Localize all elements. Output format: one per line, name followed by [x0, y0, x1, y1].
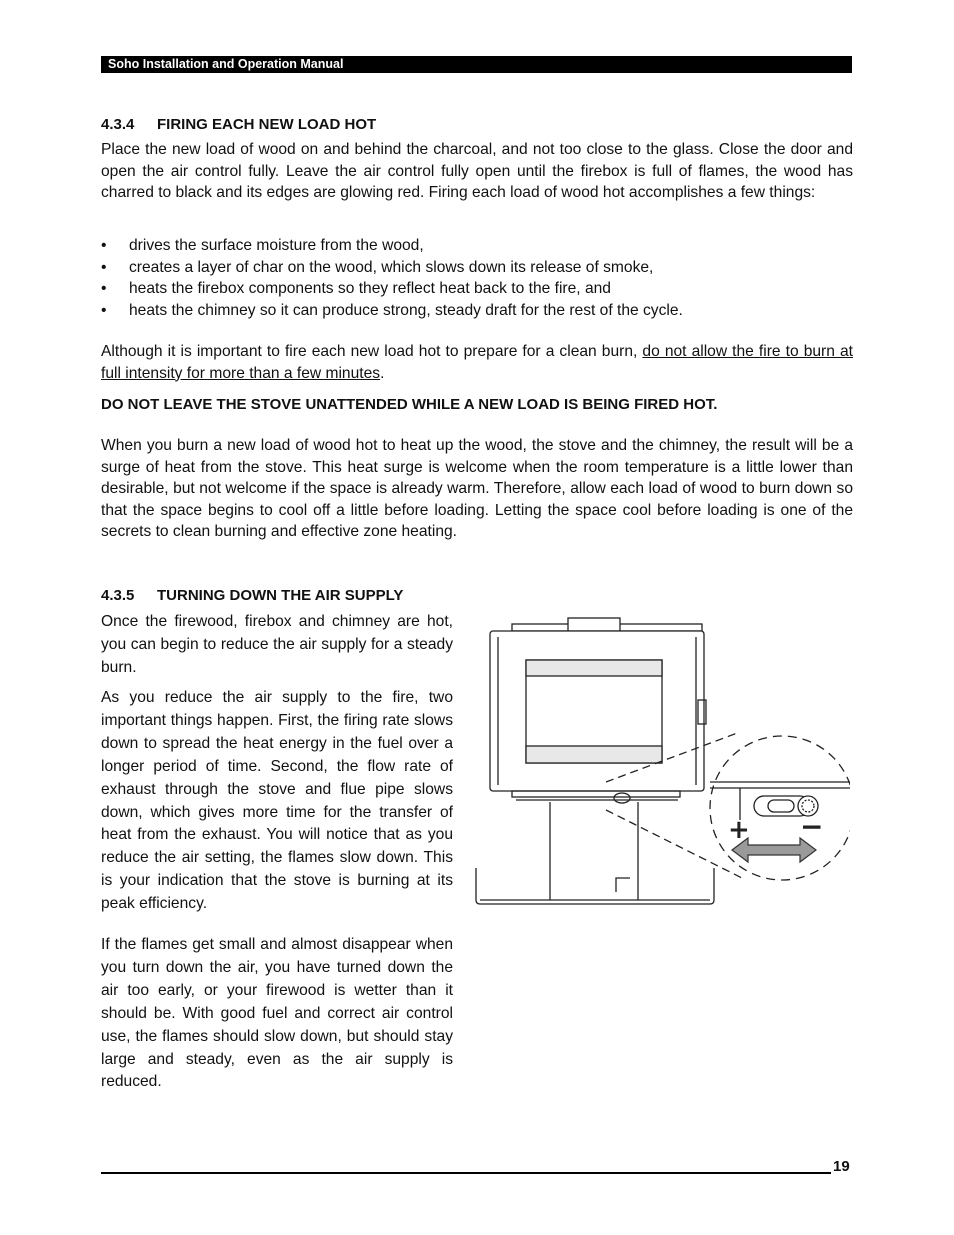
caution-paragraph: Although it is important to fire each new load hot to prepare for a clean burn, do not allow the fire to burn at full intensity for more than a few minutes.	[101, 343, 853, 382]
section-number: 4.3.4	[101, 116, 135, 133]
section-title: TURNING DOWN THE AIR SUPPLY	[157, 587, 404, 604]
bullet-icon: •	[101, 280, 107, 298]
heat-surge-paragraph: When you burn a new load of wood hot to heat up the wood, the stove and the chimney, the result will be a surge of heat from the stove. This heat surge is welcome when the room temperature is a little lower than desirable, but not welcome if the space is already warm. Therefore, allow each load of wood to burn down so that the space begins to cool off a little before loading. Letting the space cool before loading is one of the secrets to clean burning and effective zone heating.	[101, 437, 853, 541]
list-item: • drives the surface moisture from the wood,	[101, 235, 853, 257]
bullet-icon: •	[101, 237, 107, 254]
benefits-list	[101, 235, 853, 321]
manual-title: Soho Installation and Operation Manual	[108, 57, 344, 71]
bullet-icon: •	[101, 258, 107, 276]
section-4-3-4-heading	[101, 116, 376, 134]
page-number: 19	[833, 1158, 850, 1175]
section-number: 4.3.5	[101, 587, 135, 604]
firing-intro-paragraph: Place the new load of wood on and behind the charcoal, and not too close to the glass. Close the door and open the air control fully. Leave the air control fully open until the firebox is full of flames, the wood has charred to black and its edges are glowing red. Firing each load of wood hot accomplishes a few things:	[101, 141, 853, 202]
air-reduction-effects-paragraph: As you reduce the air supply to the fire, two important things happen. First, the firing rate slows down to spread the heat energy in the fuel over a longer period of time. Second, the flow rate of exhaust through the stove and flue pipe slows down, which gives more time for the transfer of heat from the exhaust. You will notice that as you reduce the air setting, the flames slow down. This is your indication that the stove is burning at its peak efficiency.	[101, 689, 453, 913]
list-item: • creates a layer of char on the wood, which slows down its release of smoke,	[101, 257, 853, 279]
unattended-warning: DO NOT LEAVE THE STOVE UNATTENDED WHILE A NEW LOAD IS BEING FIRED HOT.	[101, 396, 718, 413]
header-bar	[101, 56, 852, 73]
minus-symbol: −	[800, 810, 824, 843]
underlined-caution: do not allow the fire to burn at full intensity for more than a few minutes	[101, 343, 853, 382]
plus-symbol: +	[728, 815, 750, 845]
air-supply-intro-paragraph: Once the firewood, firebox and chimney are hot, you can begin to reduce the air supply for a steady burn.	[101, 613, 453, 676]
stove-air-control-illustration	[470, 610, 850, 910]
bullet-icon: •	[101, 301, 107, 319]
section-4-3-5-heading	[101, 587, 403, 605]
list-item: • heats the chimney so it can produce strong, steady draft for the rest of the cycle.	[101, 300, 853, 322]
section-title: FIRING EACH NEW LOAD HOT	[157, 116, 377, 133]
footer-rule	[101, 1172, 831, 1174]
list-item: • heats the firebox components so they reflect heat back to the fire, and	[101, 278, 853, 300]
small-flames-paragraph: If the flames get small and almost disappear when you turn down the air, you have turned down the air too early, or your firewood is wetter than it should be. With good fuel and correct air control use, the flames should slow down, but should stay large and steady, even as the air supply is reduced.	[101, 936, 453, 1091]
